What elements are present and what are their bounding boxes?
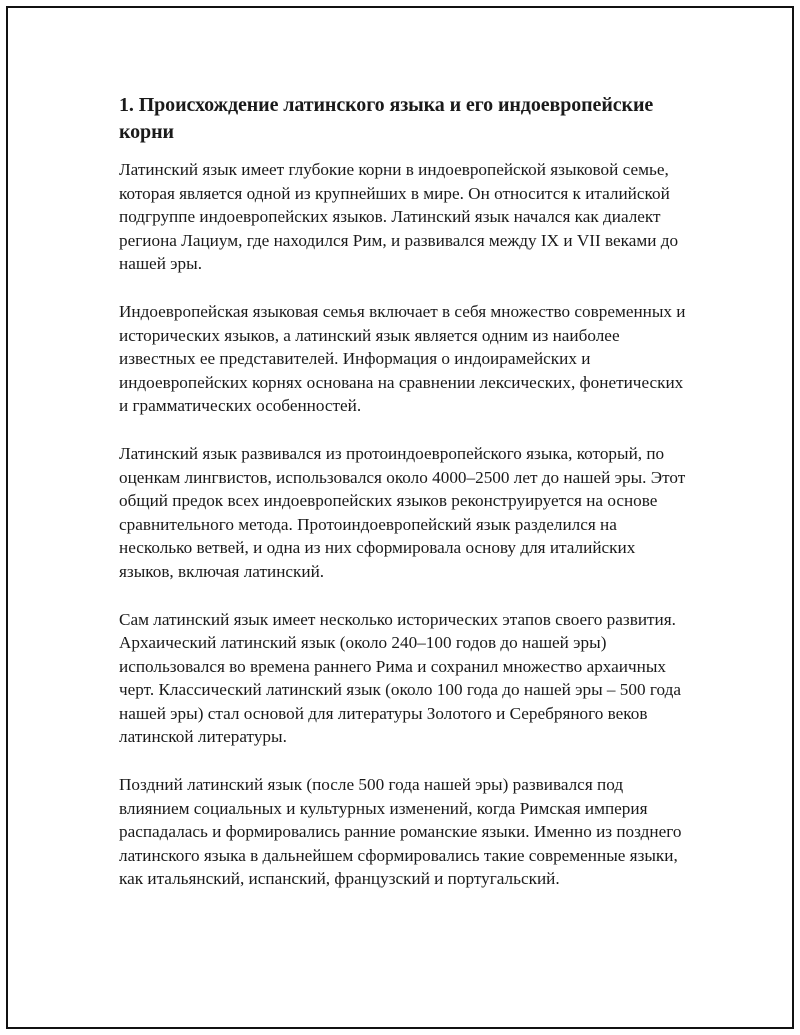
paragraph-3: Латинский язык развивался из протоиндоевропейского языка, который, по оценкам лингвистов, использовался около 4000–2500 лет до нашей эры. Этот общий предок всех индоевропейских языков реконструируется на основе сравнительного метода. Протоиндоевропейский язык разделился на несколько ветвей, и одна из них сформировала основу для италийских языков, включая латинский.: [119, 443, 686, 581]
paragraph-1: Латинский язык имеет глубокие корни в индоевропейской языковой семье, которая является одной из крупнейших в мире. Он относится к италийской подгруппе индоевропейских языков. Латинский язык начался как диалект региона Лациум, где находился Рим, и развивался между IX и VII веками до нашей эры.: [119, 160, 679, 274]
section-heading: 1. Происхождение латинского языка и его индоевропейские корни: [119, 94, 654, 143]
paragraph-5: Поздний латинский язык (после 500 года нашей эры) развивался под влиянием социальных и культурных изменений, когда Римская империя распадалась и формировались ранние романские языки. Именно из позднего латинского языка в дальнейшем сформировались такие современные языки, как итальянский, испанский, французский и португальский.: [119, 775, 682, 889]
document-body: [119, 92, 689, 915]
paragraph-4: Сам латинский язык имеет несколько исторических этапов своего развития. Архаический латинский язык (около 240–100 годов до нашей эры) использовался во времена раннего Рима и сохранил множество архаичных черт. Классический латинский язык (около 100 года до нашей эры – 500 года нашей эры) стал основой для литературы Золотого и Серебряного веков латинской литературы.: [119, 609, 681, 747]
paragraph-2: Индоевропейская языковая семья включает в себя множество современных и исторических языков, а латинский язык является одним из наиболее известных ее представителей. Информация о индоирамейских и индоевропейских корнях основана на сравнении лексических, фонетических и грамматических особенностей.: [119, 301, 686, 416]
